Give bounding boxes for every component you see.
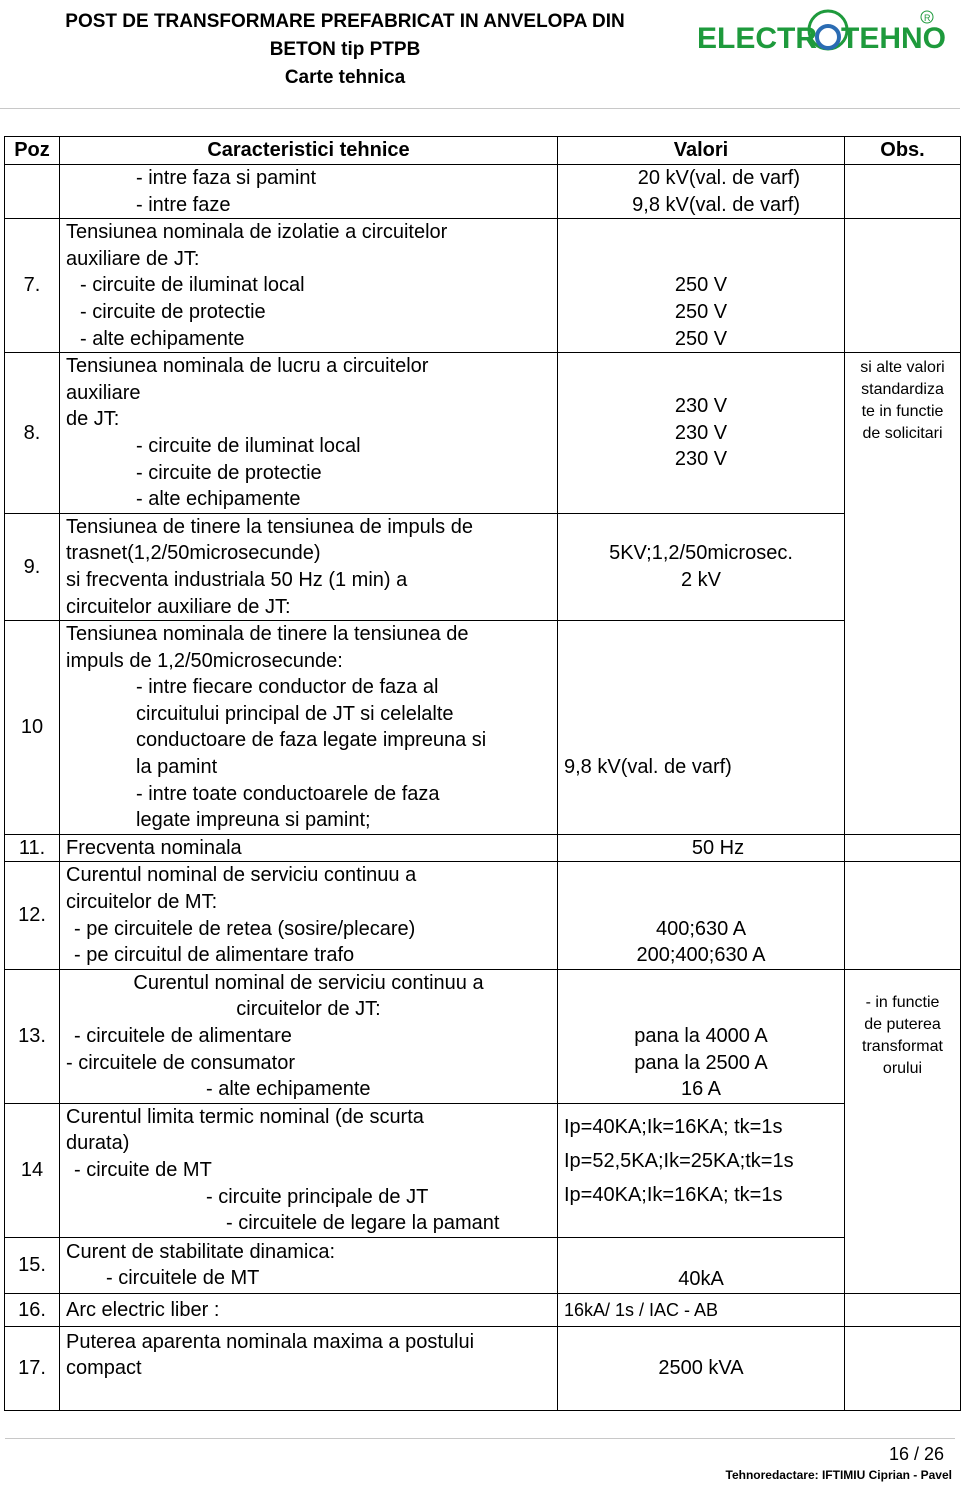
row-obs	[845, 862, 961, 969]
row-description: Puterea aparenta nominala maxima a postului compact	[60, 1326, 558, 1410]
header-poz: Poz	[5, 137, 60, 165]
row-description: Curentul nominal de serviciu continuu a circuitelor de MT: - pe circuitele de retea (sosire/plecare) - pe circuitul de alimentare trafo	[60, 862, 558, 969]
table-row	[5, 862, 961, 969]
title-line-1: POST DE TRANSFORMARE PREFABRICAT IN ANVELOPA DIN	[65, 11, 625, 32]
row-obs-note: si alte valori standardiza te in functie de solicitari	[845, 353, 961, 835]
row-description: Tensiunea nominala de tinere la tensiunea de impuls de 1,2/50microsecunde: - intre fiecare conductor de faza al circuitului principal de JT si celelalte conductoare de faza legate impreuna si la pamint - intre toate conductoarele de faza legate impreuna si pamint;	[60, 621, 558, 835]
row-values: 5KV;1,2/50microsec. 2 kV	[558, 513, 845, 620]
row-position: 8.	[5, 353, 60, 514]
row-position: 15.	[5, 1237, 60, 1293]
electrotehno-logo	[695, 8, 946, 60]
table-row	[5, 219, 961, 353]
title-line-2: BETON tip PTPB	[269, 39, 421, 60]
logo-text-tehno: TEHNO	[841, 22, 946, 55]
row-description: Curent de stabilitate dinamica: - circuitele de MT	[60, 1237, 558, 1293]
header-caracteristici: Caracteristici tehnice	[60, 137, 558, 165]
table-row	[5, 165, 961, 219]
logo-text-electr: ELECTR	[697, 22, 817, 55]
table-row	[5, 1103, 961, 1237]
row-values: 230 V 230 V 230 V	[558, 353, 845, 514]
row-values: 250 V 250 V 250 V	[558, 219, 845, 353]
header-valori: Valori	[558, 137, 845, 165]
row-values: Ip=40KA;Ik=16KA; tk=1s Ip=52,5KA;Ik=25KA;tk=1s Ip=40KA;Ik=16KA; tk=1s	[558, 1103, 845, 1237]
table-row	[5, 621, 961, 835]
row-obs	[845, 165, 961, 219]
registered-mark-text: R	[924, 13, 931, 23]
row-values: 16kA/ 1s / IAC - AB	[558, 1293, 845, 1326]
row-obs	[845, 1326, 961, 1410]
row-description: - intre faza si pamint - intre faze	[60, 165, 558, 219]
row-position: 12.	[5, 862, 60, 969]
row-obs	[845, 219, 961, 353]
row-values: pana la 4000 A pana la 2500 A 16 A	[558, 969, 845, 1103]
row-obs-note: - in functie de puterea transformat orului	[845, 969, 961, 1293]
row-description: Tensiunea nominala de izolatie a circuitelor auxiliare de JT: - circuite de iluminat local - circuite de protectie - alte echipamente	[60, 219, 558, 353]
table-header-row	[5, 137, 961, 165]
row-position: 16.	[5, 1293, 60, 1326]
document-title	[0, 8, 690, 92]
row-description: Frecventa nominala	[60, 834, 558, 862]
row-position	[5, 165, 60, 219]
logo-o-icon	[817, 26, 839, 48]
footer-divider	[5, 1438, 955, 1439]
table-row	[5, 1237, 961, 1293]
row-values: 2500 kVA	[558, 1326, 845, 1410]
row-description: Arc electric liber :	[60, 1293, 558, 1326]
row-position: 9.	[5, 513, 60, 620]
row-position: 13.	[5, 969, 60, 1103]
row-values: 400;630 A 200;400;630 A	[558, 862, 845, 969]
header-divider	[0, 108, 960, 109]
title-line-3: Carte tehnica	[284, 67, 406, 88]
row-description: Curentul limita termic nominal (de scurta durata) - circuite de MT - circuite principale de JT - circuitele de legare la pamant	[60, 1103, 558, 1237]
row-description: Curentul nominal de serviciu continuu a circuitelor de JT: - circuitele de alimentare - circuitele de consumator - alte echipamente	[60, 969, 558, 1103]
row-position: 17.	[5, 1326, 60, 1410]
technical-specs-table	[4, 136, 961, 1411]
row-position: 10	[5, 621, 60, 835]
row-description: Tensiunea de tinere la tensiunea de impuls de trasnet(1,2/50microsecunde) si frecventa industriala 50 Hz (1 min) a circuitelor auxiliare de JT:	[60, 513, 558, 620]
row-position: 7.	[5, 219, 60, 353]
row-obs	[845, 1293, 961, 1326]
table-row	[5, 969, 961, 1103]
table-row	[5, 353, 961, 514]
row-description: Tensiunea nominala de lucru a circuitelor auxiliare de JT: - circuite de iluminat local - circuite de protectie - alte echipamente	[60, 353, 558, 514]
table-row	[5, 834, 961, 862]
table-row	[5, 1326, 961, 1410]
row-values: 40kA	[558, 1237, 845, 1293]
table-row	[5, 513, 961, 620]
table-row	[5, 1293, 961, 1326]
row-values: 9,8 kV(val. de varf)	[558, 621, 845, 835]
page-number: 16 / 26	[888, 1444, 944, 1464]
header-obs: Obs.	[845, 137, 961, 165]
row-values: 20 kV(val. de varf) 9,8 kV(val. de varf)	[558, 165, 845, 219]
row-obs	[845, 834, 961, 862]
redactor-credit: Tehnoredactare: IFTIMIU Ciprian - Pavel	[725, 1468, 952, 1482]
row-values: 50 Hz	[558, 834, 845, 862]
row-position: 14	[5, 1103, 60, 1237]
row-position: 11.	[5, 834, 60, 862]
